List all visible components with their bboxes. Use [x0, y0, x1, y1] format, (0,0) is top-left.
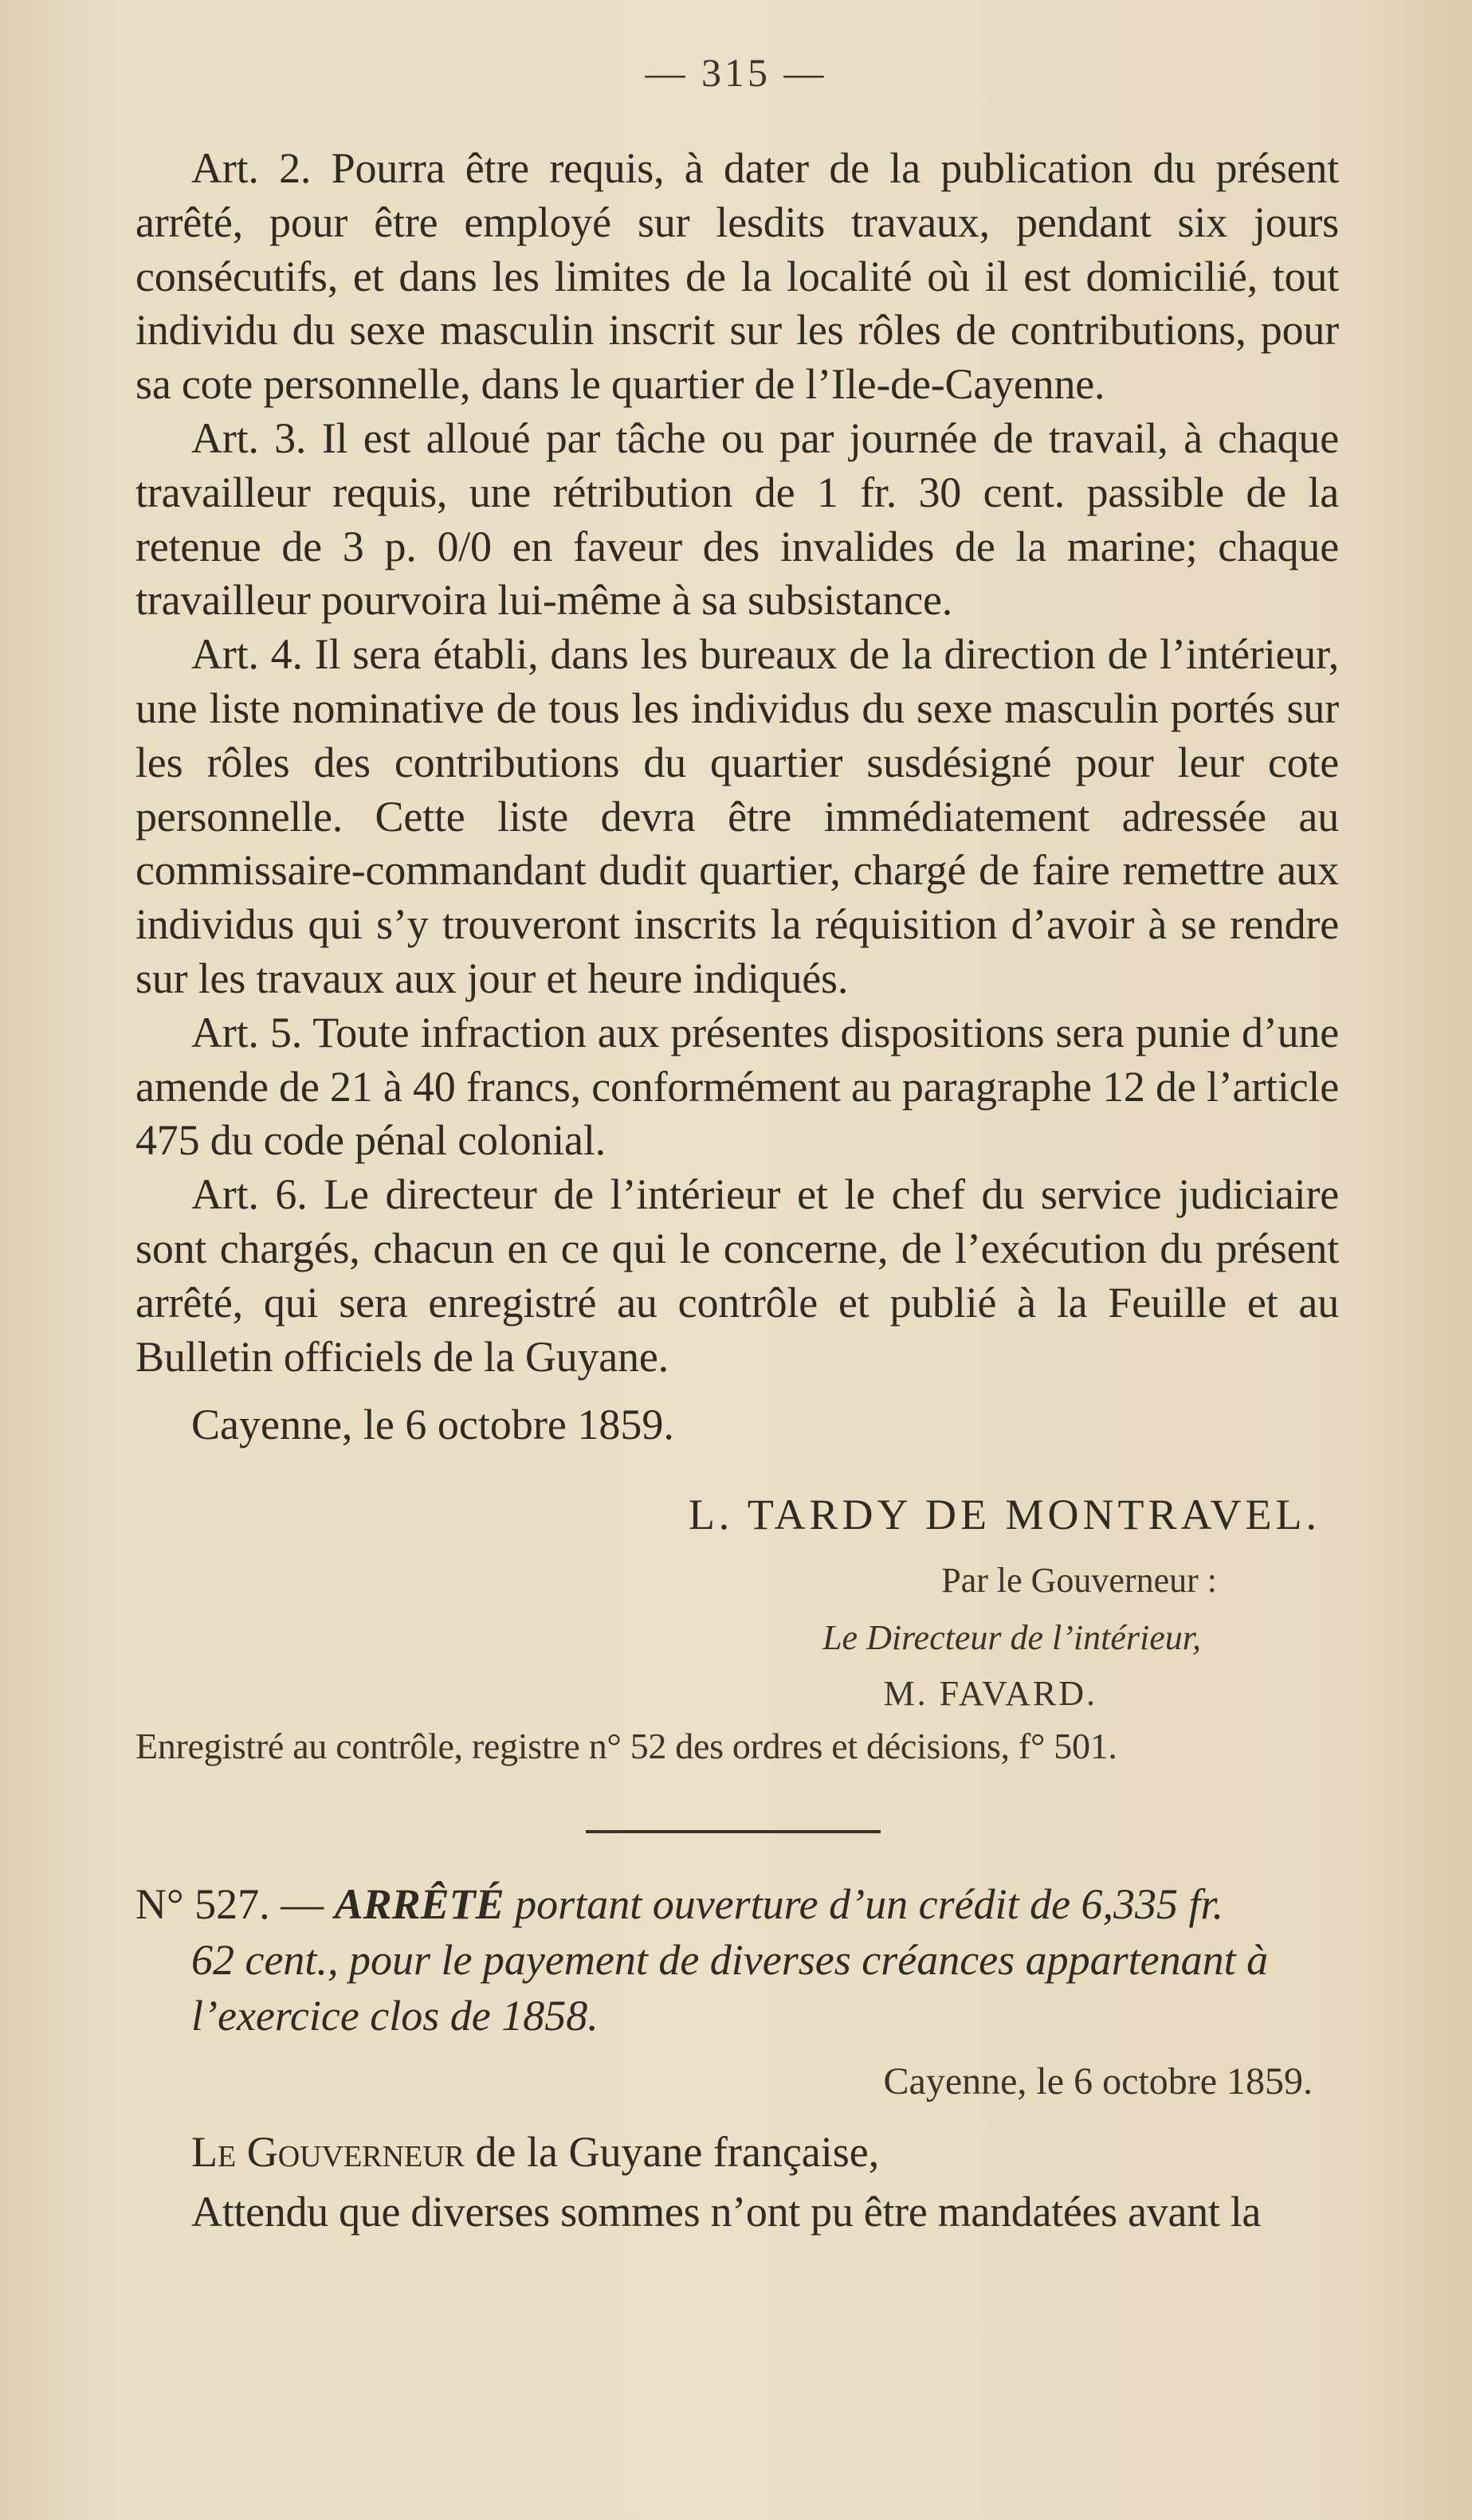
decree-title: portant ouverture d’un crédit de 6,335 fr. — [504, 1880, 1224, 1928]
dateline: Cayenne, le 6 octobre 1859. — [191, 1401, 674, 1448]
article-2: Art. 2. Pourra être requis, à dater de la publication du présent arrêté, pour être employé sur lesdits travaux, pendant six jours consécutifs, et dans les limites de la localité où il est domicilié, tout individu du sexe masculin inscrit sur les rôles de contributions, pour sa cote personnelle, dans le quartier de l’Ile-de-Cayenne. — [135, 144, 1339, 409]
section-divider — [586, 1830, 881, 1833]
article-body — [135, 142, 1339, 1384]
page-number: — 315 — — [645, 50, 827, 95]
decree-title-continuation: 62 cent., pour le payement de diverses créances appartenant à l’exercice clos de 1858. — [191, 1936, 1269, 2040]
attendu-line: Attendu que diverses sommes n’ont pu être mandatées avant la — [191, 2188, 1262, 2236]
gouverneur-rest: de la Guyane française, — [465, 2128, 880, 2176]
signature-name: L. TARDY DE MONTRAVEL. — [688, 1491, 1321, 1538]
decree-place-date: Cayenne, le 6 octobre 1859. — [883, 2060, 1313, 2103]
decree-heading — [135, 1876, 1347, 2044]
article-6: Art. 6. Le directeur de l’intérieur et le chef du service judiciaire sont chargés, chacun en ce qui le concerne, de l’exécution du présent arrêté, qui sera enregistré au contrôle et publié à la Feuille et au Bulletin officiels de la Guyane. — [135, 1170, 1339, 1381]
gouverneur-title: Le Gouverneur — [191, 2128, 465, 2176]
signature-official: M. FAVARD. — [883, 1674, 1097, 1713]
decree-title-keyword: ARRÊTÉ — [334, 1880, 504, 1928]
article-5: Art. 5. Toute infraction aux présentes dispositions sera punie d’une amende de 21 à 40 francs, conformément au paragraphe 12 de l’article 475 du code pénal colonial. — [135, 1008, 1339, 1165]
article-4: Art. 4. Il sera établi, dans les bureaux de la direction de l’intérieur, une liste nominative de tous les individus du sexe masculin portés sur les rôles des contributions du quartier susdésigné pour leur cote personnelle. Cette liste devra être immédiatement adressée au commissaire-commandant dudit quartier, chargé de faire remettre aux individus qui s’y trouveront inscrits la réquisition d’avoir à se rendre sur les travaux aux jour et heure indiqués. — [135, 630, 1339, 1002]
register-note: Enregistré au contrôle, registre n° 52 des ordres et décisions, f° 501. — [135, 1726, 1117, 1766]
signature-role: Le Directeur de l’intérieur, — [822, 1618, 1201, 1657]
article-3: Art. 3. Il est alloué par tâche ou par journée de travail, à chaque travailleur requis, une rétribution de 1 fr. 30 cent. passible de la retenue de 3 p. 0/0 en faveur des invalides de la marine; chaque travailleur pourvoira lui-même à sa subsistance. — [135, 413, 1339, 625]
signature-par: Par le Gouverneur : — [941, 1561, 1217, 1600]
decree-number: N° 527. — — [135, 1880, 335, 1928]
gouverneur-line — [191, 2127, 879, 2177]
